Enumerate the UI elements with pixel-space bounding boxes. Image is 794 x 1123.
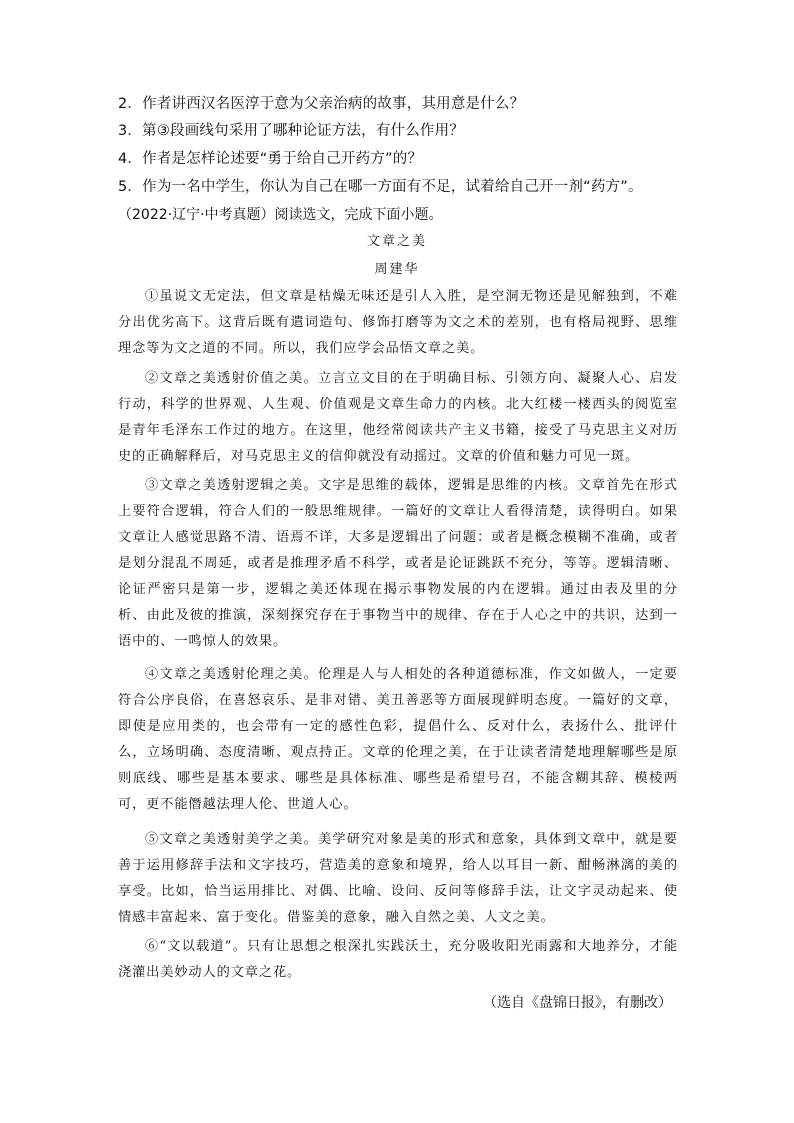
article-title: 文章之美: [366, 234, 427, 249]
article-paragraph-5: ⑤文章之美透射美学之美。美学研究对象是美的形式和意象，具体到文章中，就是要善于运用修辞手法和文字技巧，营造美的意象和境界，给人以耳目一新、酣畅淋漓的美的享受。比如，恰当运用排比、对偶、比喻、设问、反问等修辞手法，让文字灵动起来、使情感丰富起来、富于变化。借鉴美的意象，融入自然之美、人文之美。: [118, 832, 678, 925]
question-4: 4．作者是怎样论述要“勇于给自己开药方”的？: [118, 151, 423, 167]
article-author: 周建华: [374, 262, 420, 277]
article-paragraph-1: ①虽说文无定法，但文章是枯燥无味还是引人入胜，是空洞无物还是见解独到，不难分出优劣高下。这背后既有遣词造句、修饰打磨等为文之术的差别，也有格局视野、思维理念等为文之道的不同。所以，我们应学会品悟文章之美。: [118, 289, 678, 356]
reading-intro: （2022·辽宁·中考真题）阅读选文，完成下面小题。: [118, 207, 443, 223]
question-3: 3．第③段画线句采用了哪种论证方法，有什么作用？: [118, 123, 465, 139]
article-paragraph-6: ⑥“文以载道”。只有让思想之根深扎实践沃土，充分吸收阳光雨露和大地养分，才能浇灌出美妙动人的文章之花。: [118, 939, 678, 980]
article-source: （选自《盘锦日报》，有删改）: [483, 995, 672, 1011]
article-paragraph-4: ④文章之美透射伦理之美。伦理是人与人相处的各种道德标准，作文如做人，一定要符合公序良俗，在喜怒哀乐、是非对错、美丑善恶等方面展现鲜明态度。一篇好的文章，即使是应用类的，也会带有一定的感性色彩，提倡什么、反对什么，表扬什么、批评什么，立场明确、态度清晰、观点持正。文章的伦理之美，在于让读者清楚地理解哪些是原则底线、哪些是基本要求、哪些是具体标准、哪些是希望号召，不能含糊其辞、模棱两可，更不能僭越法理人伦、世道人心。: [118, 667, 678, 812]
question-2: 2．作者讲西汉名医淳于意为父亲治病的故事，其用意是什么？: [118, 96, 525, 112]
question-5: 5．作为一名中学生，你认为自己在哪一方面有不足，试着给自己开一剂“药方”。: [118, 179, 643, 195]
article-paragraph-3: ③文章之美透射逻辑之美。文字是思维的载体，逻辑是思维的内核。文章首先在形式上要符合逻辑，符合人们的一般思维规律。一篇好的文章让人看得清楚，读得明白。如果文章让人感觉思路不清、语焉不详，大多是逻辑出了问题：或者是概念模糊不准确，或者是划分混乱不周延，或者是推理矛盾不科学，或者是论证跳跃不充分，等等。逻辑清晰、论证严密只是第一步，逻辑之美还体现在揭示事物发展的内在逻辑。通过由表及里的分析、由此及彼的推演，深刻探究存在于事物当中的规律、存在于人心之中的共识，达到一语中的、一鸣惊人的效果。: [118, 478, 678, 649]
article-paragraph-2: ②文章之美透射价值之美。立言立文目的在于明确目标、引领方向、凝聚人心、启发行动，科学的世界观、人生观、价值观是文章生命力的内核。北大红楼一楼西头的阅览室是青年毛泽东工作过的地方。在这里，他经常阅读共产主义书籍，接受了马克思主义对历史的正确解释后，对马克思主义的信仰就没有动摇过。文章的价值和魅力可见一斑。: [118, 371, 678, 464]
